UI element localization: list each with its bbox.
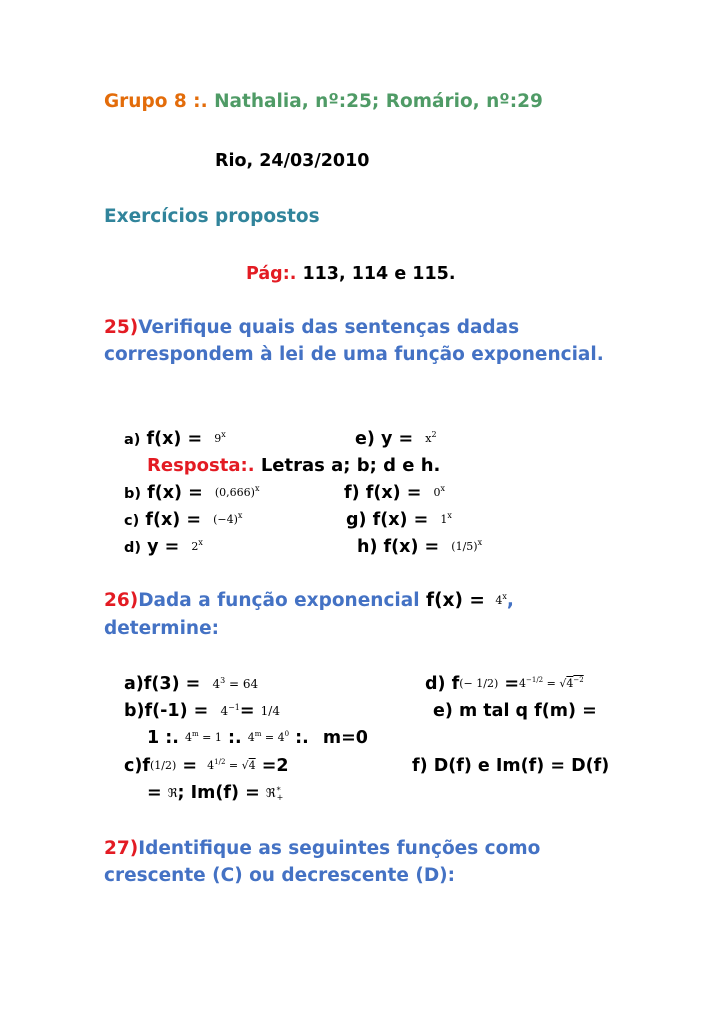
q27-statement-line2: crescente (C) ou decrescente (D): [104,865,456,886]
q25-statement-line1 [104,317,519,339]
q25-f-expr: 0$^x$ [433,484,445,499]
q25-item-e: e) $y = x^2$ [355,429,437,449]
q26-e-expr-2: $4^m = 4^0$ [247,730,290,744]
q26-text-1: Dada a função exponencial [138,590,420,611]
q26-item-e-continued: 1 :. 4$^m$ = 1 :. $4^m = 4^0$ :. m=0 [147,728,368,748]
q25-a-expr: 9$^x$ [214,430,226,445]
q25-c-expr: $(-4)^x$ [213,511,243,526]
q26-fx-expr: 4$^x$ [495,592,507,607]
q25-item-d: d) y = 2$^x$ [124,537,203,557]
q25-item-f: f) f(x) = 0$^x$ [344,483,445,503]
pages-line [246,263,455,285]
q26-item-f-continued: = ℜ; Im(f) = ℜ * + [147,783,284,803]
q25-item-g: g) f(x) = 1$^x$ [346,510,452,530]
q26-f-reals-positive: ℜ * + [265,785,284,802]
q26-e-expr-1: 4$^m$ = 1 [185,730,222,744]
q25-e-expr: $x^2$ [425,430,437,445]
q26-statement-line2: determine: [104,618,220,639]
pages-list: 113, 114 e 115. [302,264,456,284]
group-header [104,91,543,113]
q25-answer [147,455,440,477]
q25-statement-line2: correspondem à lei de uma função exponencial. [104,344,604,365]
q25-number: 25) [104,317,139,338]
q25-item-h: h) $f(x) = (1/5)^x$ [357,537,483,557]
q25-g-expr: 1$^x$ [440,511,452,526]
q27-text-1: Identifique as seguintes funções como [138,838,541,859]
q26-item-e: e) m tal q f(m) = [433,701,597,721]
answer-label: Resposta:. [147,455,255,476]
q25-d-expr: 2$^x$ [191,538,203,553]
section-title: Exercícios propostos [104,206,320,227]
q25-text-1: Verifique quais das sentenças dadas [138,317,520,338]
q26-b-expr: $4^{-1}$ [220,703,240,718]
q26-d-expr: $4^{-1/2} = √4^{-2}$ [519,676,584,690]
q25-item-a: a) f(x) = 9$^x$ [124,429,226,449]
q26-item-c: $c)f(1/2) = 4^{1/2} = √4 =2$ [124,756,289,776]
q25-item-b: b) $f(x) = (0,666)^x$ [124,483,260,503]
student-names: Nathalia, nº:25; Romário, nº:29 [214,91,543,112]
pages-label: Pág:. [246,264,297,284]
place-date: Rio, 24/03/2010 [215,151,370,171]
q26-item-d: d) $f(- 1/2) =4^{-1/2} = √4^{-2}$ [425,674,584,694]
q26-a-expr: $4^3 = 64$ [212,676,259,691]
q25-b-expr: $(0,666)^x$ [214,484,260,499]
q25-item-c: c) $f(x) = (-4)^x$ [124,510,243,530]
q27-statement-line1 [104,838,540,860]
q26-number: 26) [104,590,139,611]
q26-c-expr: $4^{1/2} = √4$ [207,758,256,772]
q26-item-b: $b)f(-1) = 4^{-1}= 1/4$ [124,701,280,721]
q26-item-f: f) D(f) e Im(f) = D(f) [412,756,610,776]
q25-h-expr: $(1/5)^x$ [451,538,483,553]
q27-number: 27) [104,838,139,859]
group-label: Grupo 8 :. [104,91,208,112]
answer-text: Letras a; b; d e h. [260,455,441,476]
q26-item-a: $a)f(3) = 4^3 = 64$ [124,674,259,694]
q26-statement-line1: 26)Dada a função exponencial f(x) = 4$^x$, [104,590,514,611]
